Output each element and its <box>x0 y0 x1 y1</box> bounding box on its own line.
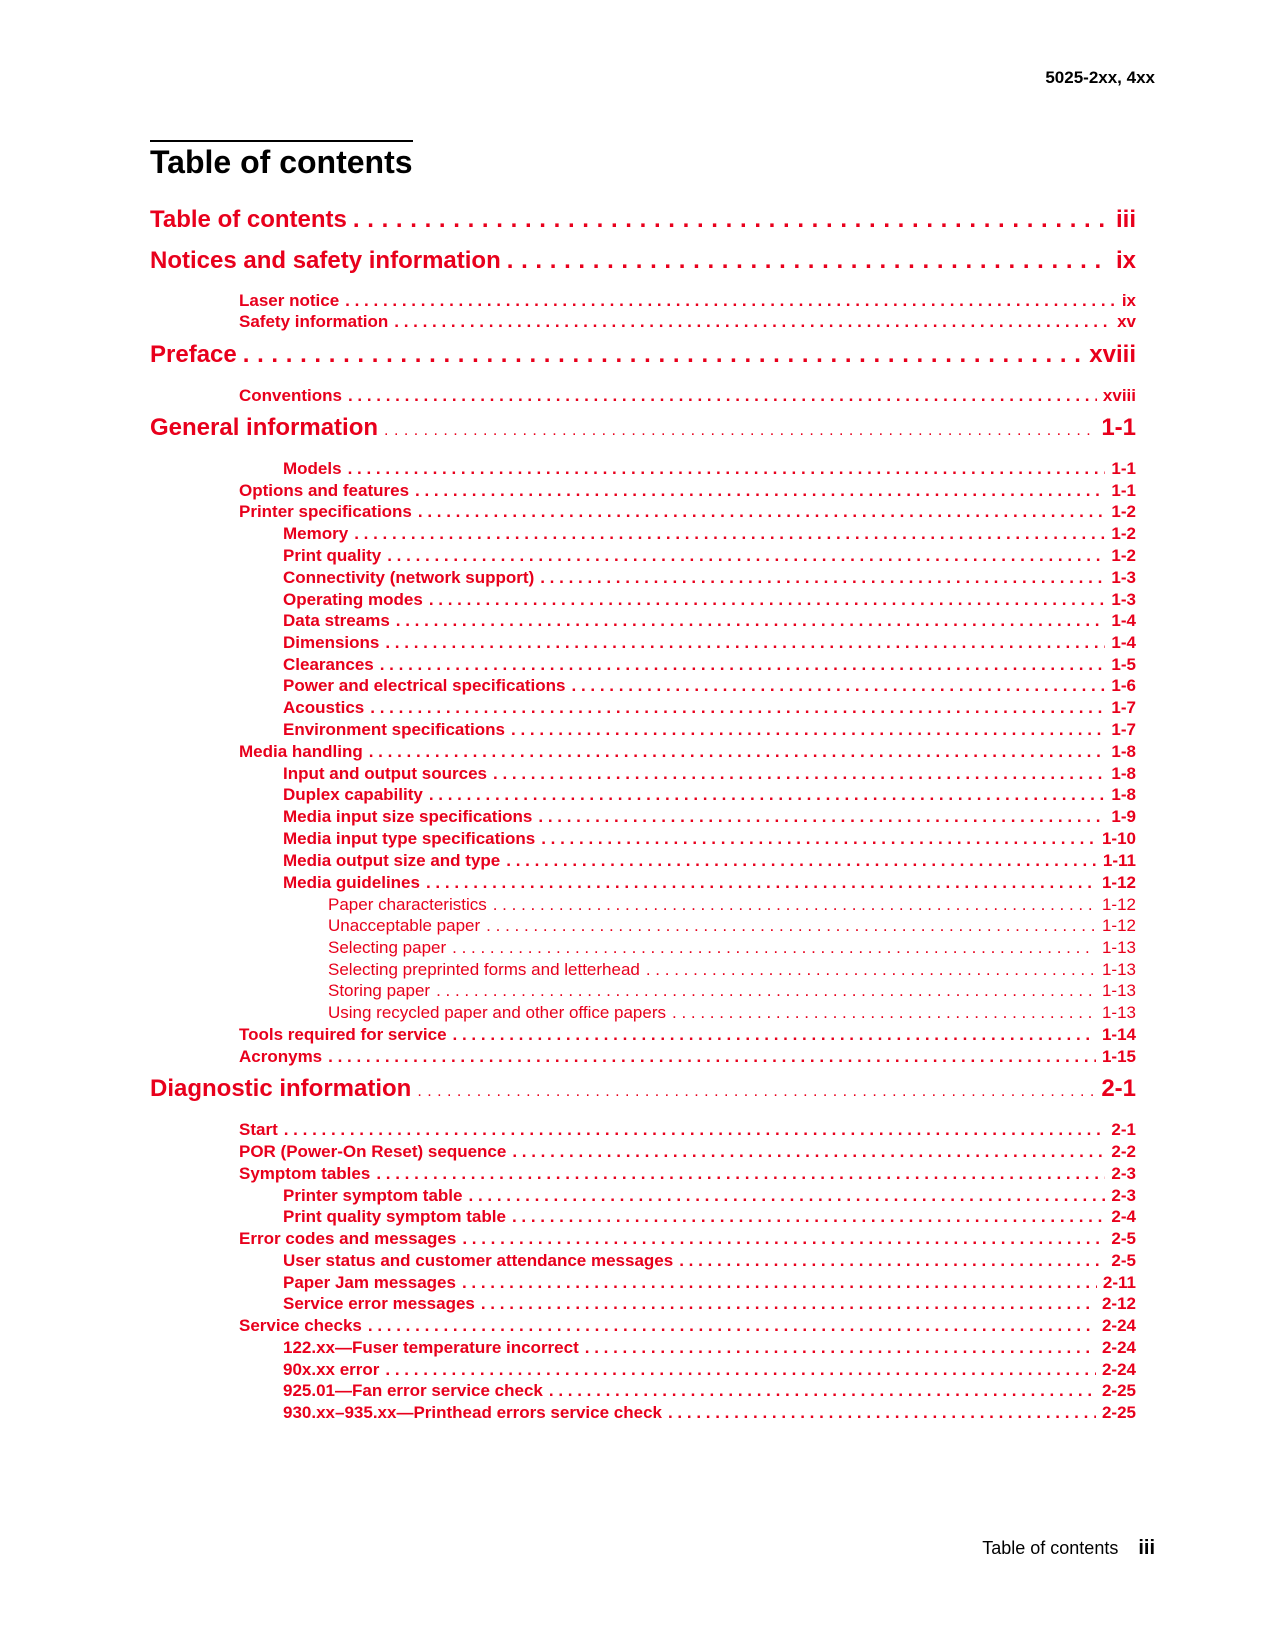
toc-dot-leader <box>394 312 1111 332</box>
toc-entry-level-4[interactable] <box>328 960 1136 980</box>
toc-entry-page-number: 2-24 <box>1101 1316 1136 1335</box>
toc-entry-page-number: 1-10 <box>1101 829 1136 848</box>
toc-entry-level-3[interactable] <box>283 524 1136 544</box>
toc-entry-level-4[interactable] <box>328 916 1136 936</box>
toc-entry-title: Service checks <box>239 1316 362 1335</box>
toc-dot-leader <box>418 502 1106 522</box>
toc-entry-level-1[interactable] <box>150 247 1136 275</box>
toc-entry-title: Data streams <box>283 611 390 630</box>
toc-entry-title: Diagnostic information <box>150 1075 412 1102</box>
toc-entry-page-number: 1-2 <box>1111 524 1136 543</box>
toc-entry-page-number: 1-4 <box>1111 633 1136 652</box>
toc-entry-title: Tools required for service <box>239 1025 447 1044</box>
toc-entry-page-number: 2-12 <box>1101 1294 1136 1313</box>
toc-dot-leader <box>540 568 1105 588</box>
toc-dot-leader <box>369 742 1106 762</box>
toc-dot-leader <box>453 1025 1096 1045</box>
toc-entry-level-4[interactable] <box>328 938 1136 958</box>
toc-entry-title: Printer symptom table <box>283 1186 463 1205</box>
toc-entry-level-4[interactable] <box>328 981 1136 1001</box>
toc-entry-title: 122.xx—Fuser temperature incorrect <box>283 1338 579 1357</box>
toc-entry-level-3[interactable] <box>283 568 1136 588</box>
toc-entry-page-number: 1-11 <box>1102 851 1136 870</box>
toc-entry-level-2[interactable] <box>239 1316 1136 1336</box>
toc-entry-page-number: 2-25 <box>1101 1381 1136 1400</box>
toc-entry-page-number: 2-5 <box>1111 1251 1136 1270</box>
toc-entry-level-2[interactable] <box>239 1025 1136 1045</box>
toc-entry-title: Dimensions <box>283 633 380 652</box>
toc-entry-title: Media guidelines <box>283 873 420 892</box>
toc-entry-level-3[interactable] <box>283 1294 1136 1314</box>
toc-entry-level-3[interactable] <box>283 459 1136 479</box>
toc-entry-title: POR (Power-On Reset) sequence <box>239 1142 507 1161</box>
toc-dot-leader <box>462 1229 1105 1249</box>
toc-entry-title: Environment specifications <box>283 720 505 739</box>
toc-entry-title: Table of contents <box>150 206 347 233</box>
toc-entry-page-number: 1-4 <box>1111 611 1136 630</box>
toc-dot-leader <box>436 981 1096 1001</box>
toc-entry-page-number: 2-11 <box>1102 1273 1136 1292</box>
toc-entry-level-1[interactable] <box>150 1075 1136 1103</box>
toc-entry-title: Models <box>283 459 342 478</box>
toc-entry-page-number: xv <box>1117 312 1136 331</box>
toc-entry-page-number: 2-1 <box>1111 1120 1136 1139</box>
toc-entry-title: Selecting preprinted forms and letterhead <box>328 960 640 979</box>
toc-entry-title: Start <box>239 1120 278 1139</box>
toc-entry-page-number: 1-3 <box>1111 568 1136 587</box>
toc-entry-level-2[interactable] <box>239 1142 1136 1162</box>
toc-dot-leader <box>387 546 1105 566</box>
toc-entry-page-number: ix <box>1121 291 1136 310</box>
toc-entry-level-3[interactable] <box>283 633 1136 653</box>
toc-dot-leader <box>243 341 1084 369</box>
toc-entry-page-number: 2-3 <box>1111 1164 1136 1183</box>
toc-dot-leader <box>345 291 1116 311</box>
toc-entry-page-number: 1-12 <box>1101 895 1136 914</box>
toc-entry-level-2[interactable] <box>239 1047 1136 1067</box>
toc-dot-leader <box>354 524 1105 544</box>
toc-entry-title: Preface <box>150 341 237 368</box>
toc-entry-title: General information <box>150 414 379 441</box>
toc-entry-title: Printer specifications <box>239 502 412 521</box>
toc-dot-leader <box>507 247 1110 275</box>
toc-entry-level-3[interactable] <box>283 764 1136 784</box>
footer-section-title: Table of contents <box>982 1538 1119 1558</box>
toc-dot-leader <box>396 611 1106 631</box>
toc-entry-level-2[interactable] <box>239 291 1136 311</box>
toc-entry-level-3[interactable] <box>283 590 1136 610</box>
toc-entry-level-3[interactable] <box>283 546 1136 566</box>
toc-entry-level-2[interactable] <box>239 312 1136 332</box>
toc-entry-title: Print quality <box>283 546 382 565</box>
toc-entry-title: 90x.xx error <box>283 1360 380 1379</box>
toc-entry-level-2[interactable] <box>239 1164 1136 1184</box>
toc-entry-title: Conventions <box>239 386 342 405</box>
toc-entry-title: Safety information <box>239 312 389 331</box>
toc-entry-page-number: xviii <box>1089 341 1136 368</box>
toc-entry-page-number: 2-3 <box>1111 1186 1136 1205</box>
toc-entry-level-3[interactable] <box>283 698 1136 718</box>
toc-dot-leader <box>370 698 1105 718</box>
footer-page-number: iii <box>1138 1537 1155 1559</box>
toc-entry-level-3[interactable] <box>283 720 1136 740</box>
toc-dot-leader <box>538 807 1105 827</box>
toc-entry-title: Storing paper <box>328 981 431 1000</box>
toc-entry-level-3[interactable] <box>283 1251 1136 1271</box>
toc-entry-page-number: 1-13 <box>1101 938 1136 957</box>
toc-entry-page-number: 1-8 <box>1111 764 1136 783</box>
toc-entry-level-3[interactable] <box>283 1338 1136 1358</box>
toc-dot-leader <box>380 655 1106 675</box>
toc-entry-level-3[interactable] <box>283 851 1136 871</box>
toc-entry-title: Media handling <box>239 742 363 761</box>
toc-dot-leader <box>328 1047 1096 1067</box>
toc-entry-title: Service error messages <box>283 1294 475 1313</box>
toc-entry-page-number: ix <box>1115 247 1136 274</box>
toc-entry-level-2[interactable] <box>239 1120 1136 1140</box>
toc-entry-level-3[interactable] <box>283 1273 1136 1293</box>
toc-entry-page-number: 2-2 <box>1111 1142 1136 1161</box>
toc-entry-title: Connectivity (network support) <box>283 568 535 587</box>
toc-entry-title: Print quality symptom table <box>283 1207 506 1226</box>
toc-entry-title: Clearances <box>283 655 374 674</box>
toc-entry-level-3[interactable] <box>283 655 1136 675</box>
toc-entry-level-1[interactable] <box>150 341 1136 369</box>
toc-dot-leader <box>512 1207 1105 1227</box>
toc-entry-title: Paper characteristics <box>328 895 487 914</box>
toc-entry-page-number: 1-12 <box>1101 916 1136 935</box>
toc-dot-leader <box>493 895 1096 915</box>
toc-entry-level-3[interactable] <box>283 807 1136 827</box>
toc-entry-level-2[interactable] <box>239 742 1136 762</box>
toc-dot-leader <box>452 938 1096 958</box>
toc-dot-leader <box>376 1164 1105 1184</box>
toc-dot-leader <box>646 960 1096 980</box>
toc-dot-leader <box>672 1003 1096 1023</box>
toc-dot-leader <box>385 633 1105 653</box>
toc-entry-title: Unacceptable paper <box>328 916 481 935</box>
toc-dot-leader <box>512 1142 1105 1162</box>
toc-entry-page-number: 1-13 <box>1101 960 1136 979</box>
toc-entry-level-2[interactable] <box>239 1229 1136 1249</box>
toc-entry-page-number: 1-1 <box>1111 481 1136 500</box>
toc-entry-title: Power and electrical specifications <box>283 676 566 695</box>
toc-dot-leader <box>429 785 1106 805</box>
toc-entry-title: Using recycled paper and other office papers <box>328 1003 666 1022</box>
toc-entry-page-number: 1-6 <box>1111 676 1136 695</box>
toc-entry-title: Duplex capability <box>283 785 423 804</box>
toc-entry-page-number: 2-1 <box>1101 1075 1136 1102</box>
toc-dot-leader <box>462 1273 1097 1293</box>
toc-entry-title: 930.xx–935.xx—Printhead errors service check <box>283 1403 662 1422</box>
toc-entry-level-2[interactable] <box>239 386 1136 406</box>
toc-entry-page-number: 1-14 <box>1101 1025 1136 1044</box>
toc-entry-level-3[interactable] <box>283 1403 1136 1423</box>
page-footer <box>982 1537 1155 1560</box>
toc-entry-title: 925.01—Fan error service check <box>283 1381 543 1400</box>
toc-entry-page-number: 2-24 <box>1101 1338 1136 1357</box>
toc-entry-page-number: 1-1 <box>1101 414 1136 441</box>
toc-dot-leader <box>353 206 1110 234</box>
toc-dot-leader <box>493 764 1105 784</box>
toc-entry-page-number: 1-9 <box>1111 807 1136 826</box>
toc-dot-leader <box>486 916 1096 936</box>
toc-dot-leader <box>429 590 1106 610</box>
toc-dot-leader <box>549 1381 1096 1401</box>
page-title: Table of contents <box>150 140 413 181</box>
toc-entry-level-2[interactable] <box>239 481 1136 501</box>
toc-entry-level-3[interactable] <box>283 1207 1136 1227</box>
toc-entry-page-number: 1-7 <box>1111 698 1136 717</box>
toc-entry-level-3[interactable] <box>283 676 1136 696</box>
toc-entry-level-3[interactable] <box>283 1186 1136 1206</box>
toc-dot-leader <box>348 386 1097 406</box>
toc-entry-page-number: 2-5 <box>1111 1229 1136 1248</box>
toc-entry-level-3[interactable] <box>283 785 1136 805</box>
toc-dot-leader <box>511 720 1105 740</box>
toc-dot-leader <box>284 1120 1106 1140</box>
toc-dot-leader <box>506 851 1097 871</box>
toc-entry-title: Acronyms <box>239 1047 323 1066</box>
toc-dot-leader <box>679 1251 1105 1271</box>
toc-entry-title: Selecting paper <box>328 938 447 957</box>
toc-entry-page-number: 2-25 <box>1101 1403 1136 1422</box>
toc-entry-title: Memory <box>283 524 349 543</box>
toc-dot-leader <box>585 1338 1096 1358</box>
toc-entry-level-3[interactable] <box>283 873 1136 893</box>
toc-dot-leader <box>426 873 1096 893</box>
toc-dot-leader <box>469 1186 1106 1206</box>
toc-entry-page-number: 1-3 <box>1111 590 1136 609</box>
toc-entry-page-number: 1-7 <box>1111 720 1136 739</box>
toc-dot-leader <box>348 459 1106 479</box>
toc-entry-page-number: 1-8 <box>1111 785 1136 804</box>
toc-entry-level-3[interactable] <box>283 829 1136 849</box>
toc-entry-level-3[interactable] <box>283 1381 1136 1401</box>
toc-entry-level-1[interactable] <box>150 206 1136 234</box>
toc-dot-leader <box>385 1360 1096 1380</box>
toc-entry-page-number: 1-2 <box>1111 502 1136 521</box>
toc-entry-page-number: 1-5 <box>1111 655 1136 674</box>
toc-entry-title: Input and output sources <box>283 764 487 783</box>
toc-entry-title: Laser notice <box>239 291 340 310</box>
toc-entry-level-4[interactable] <box>328 1003 1136 1023</box>
toc-entry-title: Media input size specifications <box>283 807 533 826</box>
toc-entry-title: Symptom tables <box>239 1164 371 1183</box>
toc-entry-level-4[interactable] <box>328 895 1136 915</box>
toc-dot-leader <box>368 1316 1096 1336</box>
toc-entry-level-3[interactable] <box>283 1360 1136 1380</box>
toc-entry-title: Media output size and type <box>283 851 501 870</box>
toc-entry-title: Options and features <box>239 481 410 500</box>
toc-entry-title: Media input type specifications <box>283 829 536 848</box>
toc-entry-title: Notices and safety information <box>150 247 501 274</box>
toc-dot-leader <box>415 481 1105 501</box>
toc-entry-title: Acoustics <box>283 698 365 717</box>
toc-entry-level-2[interactable] <box>239 502 1136 522</box>
toc-entry-page-number: 1-1 <box>1111 459 1136 478</box>
toc-dot-leader <box>541 829 1096 849</box>
toc-dot-leader <box>384 422 1095 440</box>
toc-entry-title: Operating modes <box>283 590 423 609</box>
toc-entry-page-number: xviii <box>1102 386 1136 405</box>
header-model-number: 5025-2xx, 4xx <box>1045 68 1155 87</box>
toc-entry-title: Paper Jam messages <box>283 1273 456 1292</box>
toc-entry-page-number: 1-12 <box>1101 873 1136 892</box>
toc-entry-level-3[interactable] <box>283 611 1136 631</box>
toc-entry-page-number: 1-15 <box>1101 1047 1136 1066</box>
toc-entry-page-number: 2-4 <box>1111 1207 1136 1226</box>
toc-dot-leader <box>668 1403 1096 1423</box>
toc-entry-page-number: 1-2 <box>1111 546 1136 565</box>
toc-dot-leader <box>417 1083 1095 1101</box>
toc-entry-page-number: 1-13 <box>1101 981 1136 1000</box>
toc-entry-level-1[interactable] <box>150 414 1136 442</box>
toc-entry-page-number: iii <box>1115 206 1136 233</box>
toc-dot-leader <box>572 676 1106 696</box>
toc-entry-title: User status and customer attendance messages <box>283 1251 674 1270</box>
toc-entry-page-number: 1-13 <box>1101 1003 1136 1022</box>
toc-entry-page-number: 2-24 <box>1101 1360 1136 1379</box>
toc-entry-title: Error codes and messages <box>239 1229 457 1248</box>
toc-dot-leader <box>481 1294 1096 1314</box>
toc-entry-page-number: 1-8 <box>1111 742 1136 761</box>
